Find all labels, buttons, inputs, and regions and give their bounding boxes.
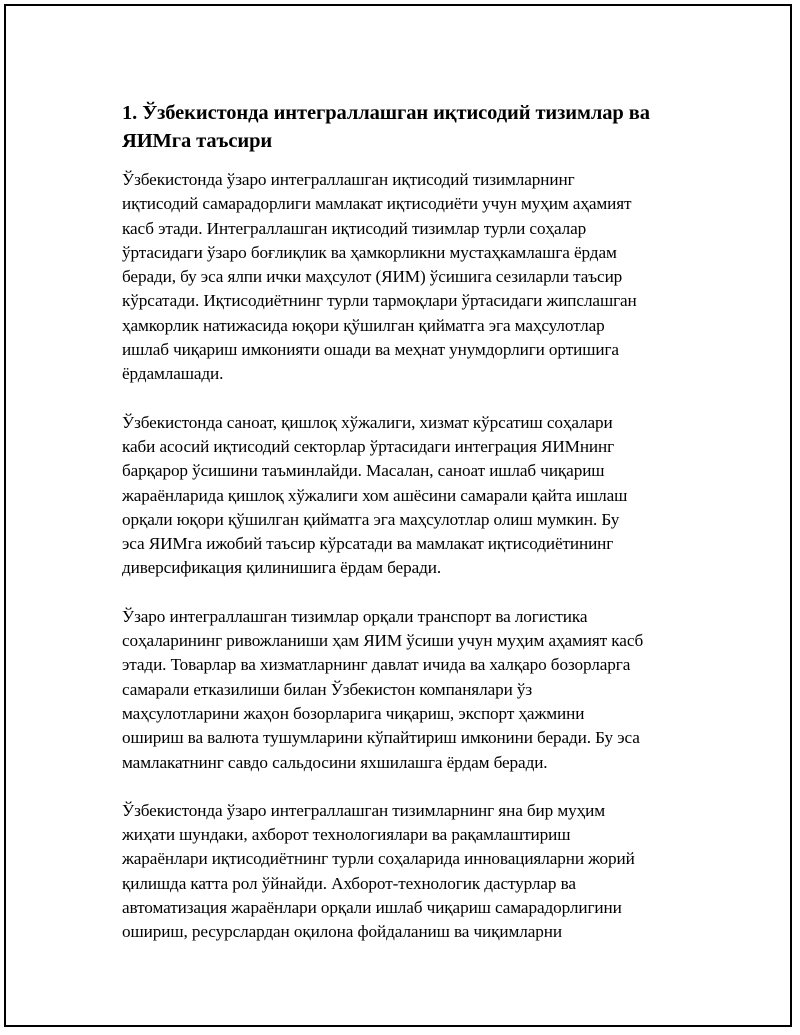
paragraph-line: ҳамкорлик натижасида юқори қўшилган қийматга эга маҳсулотлар — [122, 315, 605, 335]
paragraph-line: соҳаларининг ривожланиши ҳам ЯИМ ўсиши учун муҳим аҳамият касб — [122, 631, 644, 651]
paragraph-line: маҳсулотларини жаҳон бозорларига чиқариш, экспорт ҳажмини — [122, 703, 585, 723]
paragraph-line: Ўзбекистонда ўзаро интеграллашган тизимларнинг яна бир муҳим — [122, 800, 605, 820]
paragraph-line: орқали юқори қўшилган қийматга эга маҳсулотлар олиш мумкин. Бу — [122, 509, 620, 529]
title-line: ЯИМга таъсири — [122, 130, 273, 152]
paragraph — [122, 168, 692, 387]
paragraph-line: жараёнлари иқтисодиётнинг турли соҳаларида инновацияларни жорий — [122, 849, 635, 869]
document-content — [122, 99, 692, 969]
page-frame — [4, 4, 792, 1027]
paragraph-line: ишлаб чиқариш имконияти ошади ва меҳнат унумдорлиги ортишига — [122, 340, 619, 360]
paragraph-line: барқарор ўсишини таъминлайди. Масалан, саноат ишлаб чиқариш — [122, 461, 605, 481]
paragraph-line: Ўзбекистонда саноат, қишлоқ хўжалиги, хизмат кўрсатиш соҳалари — [122, 412, 613, 432]
paragraph-line: жиҳати шундаки, ахборот технологиялари ва рақамлаштириш — [122, 825, 571, 845]
title-line: 1. Ўзбекистонда интеграллашган иқтисодий тизимлар ва — [122, 102, 650, 124]
paragraph — [122, 799, 692, 945]
paragraph-line: самарали етказилиши билан Ўзбекистон компанялари ўз — [122, 679, 533, 699]
paragraph-line: қилишда катта рол ўйнайди. Ахборот-технологик дастурлар ва — [122, 873, 576, 893]
paragraph-line: Ўзаро интеграллашган тизимлар орқали транспорт ва логистика — [122, 606, 588, 626]
paragraph-line: ўртасидаги ўзаро боғлиқлик ва ҳамкорликни мустаҳкамлашга ёрдам — [122, 242, 617, 262]
paragraph-line: диверсификация қилинишига ёрдам беради. — [122, 558, 442, 578]
paragraph-line: этади. Товарлар ва хизматларнинг давлат ичида ва халқаро бозорларга — [122, 655, 631, 675]
paragraph — [122, 411, 692, 581]
paragraph-line: ошириш, ресурслардан оқилона фойдаланиш ва чиқимларни — [122, 922, 562, 942]
paragraph — [122, 605, 692, 775]
paragraph-line: касб этади. Интеграллашган иқтисодий тизимлар турли соҳалар — [122, 218, 587, 238]
paragraph-line: Ўзбекистонда ўзаро интеграллашган иқтисодий тизимларнинг — [122, 170, 575, 189]
document-title — [122, 99, 692, 155]
paragraph-line: жараёнларида қишлоқ хўжалиги хом ашёсини самарали қайта ишлаш — [122, 485, 628, 505]
paragraph-line: мамлакатнинг савдо сальдосини яхшилашга ёрдам беради. — [122, 752, 548, 772]
paragraph-line: беради, бу эса ялпи ички маҳсулот (ЯИМ) ўсишига сезиларли таъсир — [122, 267, 623, 287]
paragraph-line: ошириш ва валюта тушумларини кўпайтириш имконини беради. Бу эса — [122, 728, 640, 748]
paragraph-line: каби асосий иқтисодий секторлар ўртасидаги интеграция ЯИМнинг — [122, 436, 615, 456]
paragraph-line: иқтисодий самарадорлиги мамлакат иқтисодиёти учун муҳим аҳамият — [122, 194, 632, 214]
paragraph-line: кўрсатади. Иқтисодиётнинг турли тармоқлари ўртасидаги жипслашган — [122, 291, 637, 311]
paragraph-line: ёрдамлашади. — [122, 364, 224, 384]
paragraph-line: эса ЯИМга ижобий таъсир кўрсатади ва мамлакат иқтисодиётининг — [122, 534, 614, 554]
paragraph-line: автоматизация жараёнлари орқали ишлаб чиқариш самарадорлигини — [122, 898, 622, 918]
